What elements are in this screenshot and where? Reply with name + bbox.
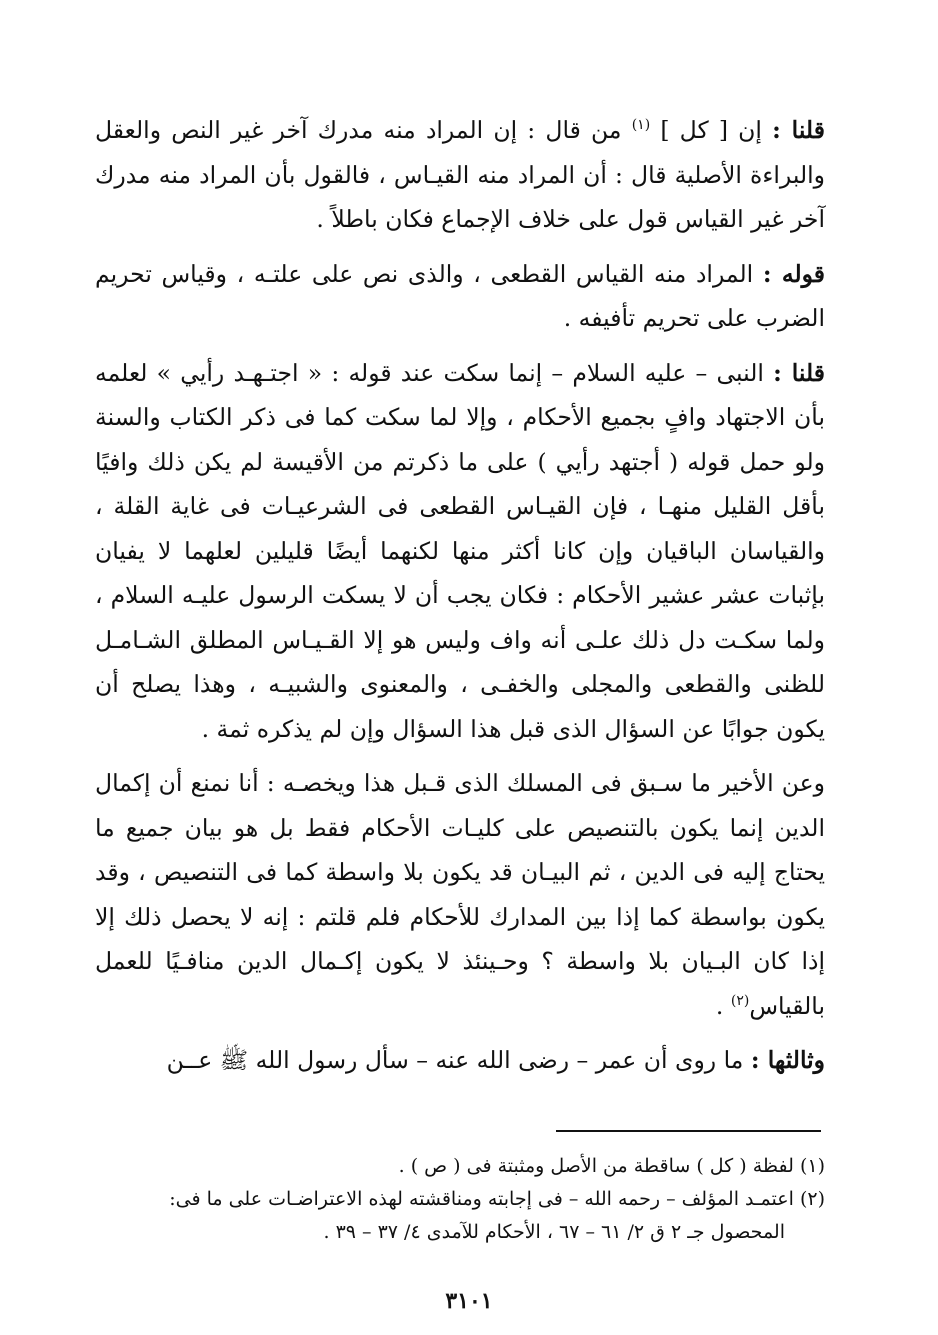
paragraph-4	[95, 761, 825, 1028]
footnote-divider	[556, 1130, 821, 1132]
footnote-1-number: (١)	[799, 1155, 825, 1177]
paragraph-2	[95, 252, 825, 341]
paragraph-1-lead: قلنا :	[772, 116, 825, 144]
page-body	[95, 108, 825, 1093]
footnote-1-text: لفظة ( كل ) ساقطة من الأصل ومثبتة فى ( ص ) .	[398, 1155, 794, 1177]
footnote-ref-2[interactable]: (٢)	[730, 992, 750, 1009]
paragraph-5	[95, 1038, 825, 1083]
paragraph-1-rest: من قال : إن المراد منه مدرك آخر غير النص والعقل والبراءة الأصلية قال : أن المراد منه القيـاس ، فالقول بأن المراد منه مدرك آخر غير القياس قول على خلاف الإجماع فكان باطلاً .	[95, 116, 825, 233]
paragraph-4-text: وعن الأخير ما سـبق فى المسلك الذى قـبل هذا ويخصـه : أنا نمنع أن إكمال الدين إنما يكون بالتنصيص على كليـات الأحكام فقط بل هو بيان جميع ما يحتاج إليه فى الدين ، ثم البيـان قد يكون بلا واسطة كما فى التنصيص ، وقد يكون بواسطة كما إذا بين المدارك للأحكام فلم قلتم : إنه لا يحصل ذلك إلا إذا كان البـيان بلا واسطة ؟ وحـينئذ لا يكون إكـمال الدين منافـيًا للعمل بالقياس	[95, 769, 825, 1020]
paragraph-3-text: النبى – عليه السلام – إنما سكت عند قوله : « اجتـهـد رأيي » لعلمه بأن الاجتهاد وافٍ بجميع الأحكام ، وإلا لما سكت كما فى ذكر الكتاب والسنة ولو حمل قوله ( أجتهد رأيي ) على ما ذكرتم من الأقيسة لم يكن ذلك وافيًا بأقل القليل منهـا ، فإن القيـاس القطعى فى الشرعيـات فى غاية القلة ، والقياسان الباقيان وإن كانا أكثر منها لكنهما أيضًا قليلين لعلهما لا يفيان بإثبات عشر عشير الأحكام : فكان يجب أن لا يسكت الرسول عليـه السلام ، ولما سكـت دل ذلك علـى أنه واف وليس هو إلا القـيـاس المطلق الشـامـل للظنى والقطعى والمجلى والخفـى ، والمعنوى والشبيـه ، وهذا يصلح أن يكون جوابًا عن السؤال الذى قبل هذا السؤال وإن لم يذكره ثمة .	[95, 358, 825, 743]
paragraph-1	[95, 108, 825, 242]
paragraph-4-rest: .	[715, 991, 724, 1020]
paragraph-3-lead: قلنا :	[773, 358, 825, 387]
footnotes	[95, 1150, 825, 1249]
footnote-2-continued-text: المحصول جـ ٢ ق ٢/ ٦١ – ٦٧ ، الأحكام للآمدى ٤/ ٣٧ – ٣٩ .	[323, 1221, 785, 1243]
paragraph-1-text: إن [ كل ]	[660, 116, 762, 144]
footnote-1	[95, 1150, 825, 1183]
footnote-2-text: اعتمـد المؤلف – رحمه الله – فى إجابته ومناقشته لهذه الاعتراضـات على ما فى:	[169, 1188, 794, 1210]
paragraph-5-text: ما روى أن عمر – رضى الله عنه – سأل رسول الله ﷺ عــن	[166, 1046, 744, 1074]
footnote-2-continued	[95, 1216, 825, 1249]
page-number: ٣١٠١	[445, 1288, 493, 1314]
paragraph-5-lead: وثالثها :	[750, 1046, 825, 1074]
footnote-2	[95, 1183, 825, 1216]
paragraph-3	[95, 351, 825, 752]
footnote-ref-1[interactable]: (١)	[631, 117, 651, 134]
paragraph-2-text: المراد منه القياس القطعى ، والذى نص على علتـه ، وقياس تحريم الضرب على تحريم تأفيفه .	[95, 259, 825, 332]
footnote-2-number: (٢)	[799, 1188, 825, 1210]
paragraph-2-lead: قوله :	[762, 259, 825, 288]
